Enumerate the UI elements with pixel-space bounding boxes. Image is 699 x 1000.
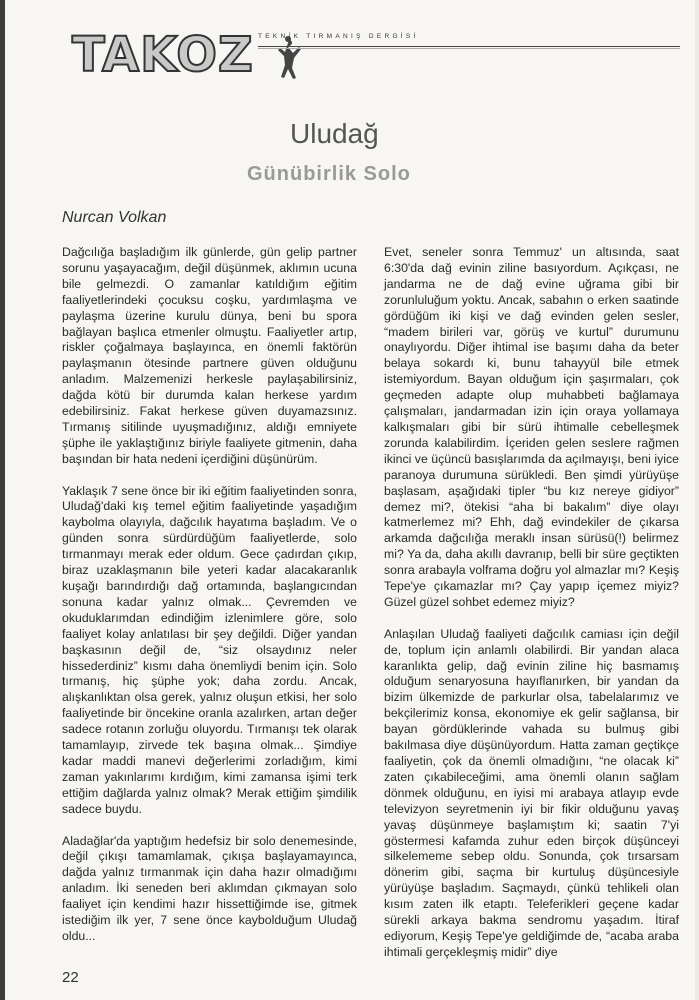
header-rule <box>258 46 680 47</box>
magazine-logo <box>72 27 282 83</box>
magazine-subtitle: TEKNİK TIRMANIŞ DERGİSİ <box>258 33 419 40</box>
article-title: Uludağ <box>290 118 379 149</box>
header-rule-secondary <box>258 48 680 49</box>
binding-edge <box>0 0 5 1000</box>
article-subtitle: Günübirlik Solo <box>247 163 411 185</box>
left-column <box>62 245 357 961</box>
climber-icon <box>272 36 306 84</box>
paragraph: Anlaşılan Uludağ faaliyeti dağcılık camiası için değil de, toplum için anlamlı olabilirdi. Bir yandan alaca karanlıkta gelip, dağ evinin ziline hiç basmamış olduğum senaryosuna hayıflanırken, bir yandan da bizim ülkemizde de parkurlar olsa, tabelalarımız ve bekçilerimiz konsa, ekonomiye ek gelir sağlansa, bir bayan gördüklerinde vahada su bulmuş gibi bakılmasa diye düşünüyordum. Hatta zaman geçtikçe faaliyetin, çok da önemli olmadığını, “ne olacak ki” zaten çıkabileceğimi, ama önemli olanın sağlam dönmek olduğunu, en iyisi mi arabaya atlayıp evde televizyon seyretmenin iyi bir fikir olduğunu yavaş yavaş düşünmeye başlamıştım ki; saatin 7'yi göstermesi kafamda zuhur eden birçok düşünceyi silkelememe sebep oldu. Sonunda, çok tırsarsam dönerim gibi, saçma bir kurtuluş düşüncesiyle yürüyüşe başladım. Saçmaydı, çünkü tehlikeli olan kısım zaten ilk etaptı. Teleferikleri geçene kadar sürekli arkaya bakma sendromu yaşadım. İtiraf ediyorum, Keşiş Tepe'ye geldiğimde de, “acaba araba ihtimali gerçekleşmiş midir” diye <box>384 626 679 959</box>
page-edge <box>695 0 699 1000</box>
logo-text: TAKOZ <box>72 27 254 83</box>
paragraph: Yaklaşık 7 sene önce bir iki eğitim faaliyetinden sonra, Uludağ'daki kış temel eğitim faaliyetinde yaşadığım kaybolma olayıyla, dağcılık hayatıma başladım. Ve o günden sonra sürdürdüğüm faaliyetlerde, solo tırmanmayı merak eder oldum. Gece çadırdan çıkıp, biraz uzaklaşmanın bile yeteri kadar alacakaranlık kuşağı barındırdığı dağ ortamında, başlangıcından sonuna kadar yalnız olmak... Çevremden ve okuduklarımdan edindiğim izlenimlere göre, solo faaliyet kolay anlatılası bir şey değildi. Diğer yandan başkasının değil de, “siz olsaydınız neler hissederdiniz” kısmı daha önemliydi benim için. Solo tırmanış, hiç şüphe yok; daha zordu. Ancak, alışkanlıktan olsa gerek, yalnız oluşun etkisi, her solo faaliyetinde bir öncekine oranla azalırken, artan değer sadece rotanın zorluğu oluyordu. Tırmanışı tek olarak tamamlayıp, zirvede tek başına olmak... Şimdiye kadar maddi manevi değerlerimi zorladığım, kimi zaman yakınlarımı kırdığım, kimi zamansa işimi terk ettiğim dağlarda yalnız olmak? Merak ettiğim şimdilik sadece buydu. <box>62 483 357 816</box>
paragraph: Evet, seneler sonra Temmuz' un altısında, saat 6:30'da dağ evinin ziline basıyordum. Açıkçası, ne jandarma ne de dağ evine uğrama gibi bir zorunluluğum yoktu. Ancak, sabahın o erken saatinde gördüğüm iki kişi ve dağ evinden gelen sesler, “madem birileri var, görüş ve kurtul” durumunu onaylıyordu. Diğer ihtimal ise başımı daha da beter belaya sokardı ki, bunu tahayyül bile etmek istemiyordum. Bayan olduğum için şaşırmaları, çok geçmeden adapte olup muhabbeti bağlamaya çalışmaları, jandarmadan izin için oraya yollamaya kalkışmaları gibi bir sürü ihtimalle cebelleşmek zorunda kalabilirdim. İçeriden gelen seslere rağmen ikinci ve üçüncü basışlarımda da açılmayışı, beni iyice paranoya durumuna sürükledi. Ben şimdi yürüyüşe başlasam, aşağıdaki tipler “bu kız nereye gidiyor” demez mi?, ötekisi “aha bi bakalım” diye olayı katmerlemez mi? Ehh, dağ evindekiler de çıkarsa arkamda dağcılığa meraklı insan sürüsü(!) belirmez mi? Ya da, daha akıllı davranıp, belli bir süre geçtikten sonra arabayla volframa doğru yol almazlar mı? Keşiş Tepe'ye çıkamazlar mı? Çay yapıp içemez miyiz? Güzel güzel sohbet edemez miyiz? <box>384 245 679 609</box>
paragraph: Aladağlar'da yaptığım hedefsiz bir solo denemesinde, değil çıkışı tamamlamak, çıkışa başlayamayınca, dağda yalnız tırmanmak için daha hazır olmadığımı anladım. İki seneden beri aklımdan çıkmayan solo faaliyet için kendimi hazır hissettiğimde ise, gitmek istediğim ilk yer, 7 sene önce kaybolduğum Uludağ oldu... <box>62 833 357 943</box>
right-column <box>384 245 679 977</box>
page-number: 22 <box>62 969 79 986</box>
paragraph: Dağcılığa başladığım ilk günlerde, gün gelip partner sorunu yaşayacağım, değil düşünmek, aklımın ucuna bile gelmezdi. O zamanlar katıldığım eğitim faaliyetlerindeki çocuksu coşku, yardımlaşma ve paylaşma üzerine kurulu dünya, beni bu spora bağlayan başlıca etmenler olmuştu. Faaliyetler artıp, riskler çoğalmaya başlayınca, en önemli faktörün paylaşmanın ötesinde partnere güven olduğunu anladım. Malzemenizi herkesle paylaşabilirsiniz, dağda kötü bir durumda kalan herkese yardım edebilirsiniz. Fakat herkese güven duyamazsınız. Tırmanış sitilinde uyuşmadığınız, aldığı emniyete şüphe ile yaklaştığınız biriyle faaliyete gitmenin, daha başından bir hata nedeni içerdiğini düşünürüm. <box>62 245 357 466</box>
article-author: Nurcan Volkan <box>62 209 167 226</box>
